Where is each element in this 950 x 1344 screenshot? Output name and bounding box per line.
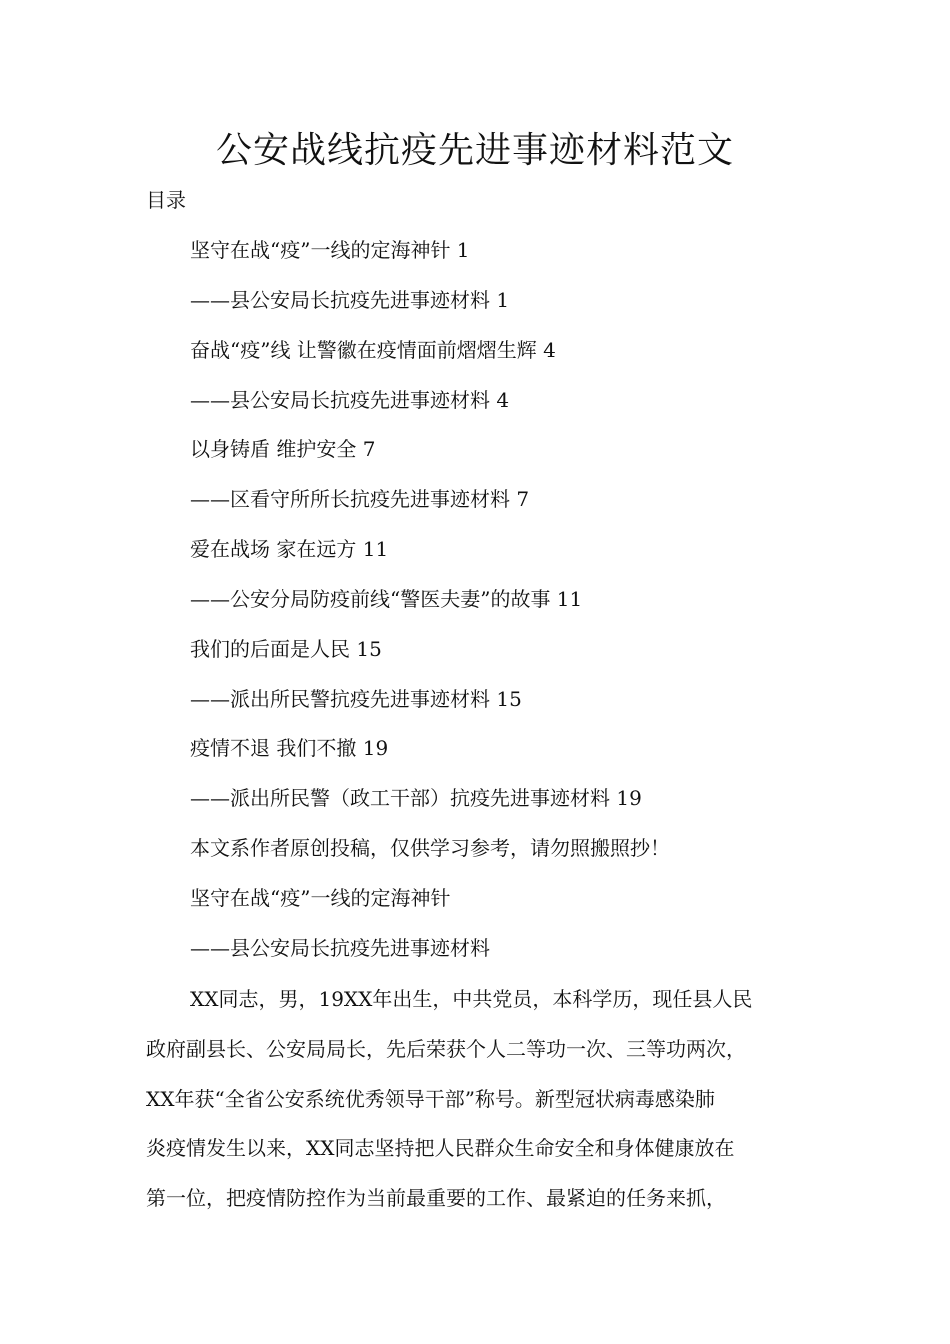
toc-item: 我们的后面是人民 15 bbox=[190, 637, 382, 661]
body-paragraph-line: 炎疫情发生以来，XX同志坚持把人民群众生命安全和身体健康放在 bbox=[146, 1136, 735, 1160]
toc-item: ——县公安局长抗疫先进事迹材料 1 bbox=[190, 288, 510, 312]
body-paragraph-line: 第一位，把疫情防控作为当前最重要的工作、最紧迫的任务来抓， bbox=[146, 1186, 726, 1210]
body-paragraph-line: XX年获“全省公安系统优秀领导干部”称号。新型冠状病毒感染肺 bbox=[146, 1087, 715, 1111]
copyright-note: 本文系作者原创投稿，仅供学习参考，请勿照搬照抄！ bbox=[190, 836, 670, 860]
document-title: 公安战线抗疫先进事迹材料范文 bbox=[215, 130, 734, 171]
toc-label: 目录 bbox=[146, 188, 186, 212]
section-subtitle: ——县公安局长抗疫先进事迹材料 bbox=[190, 936, 490, 960]
toc-item: ——公安分局防疫前线“警医夫妻”的故事 11 bbox=[190, 587, 583, 611]
toc-item: ——县公安局长抗疫先进事迹材料 4 bbox=[190, 388, 510, 412]
toc-item: ——区看守所所长抗疫先进事迹材料 7 bbox=[190, 487, 530, 511]
section-title: 坚守在战“疫”一线的定海神针 bbox=[190, 886, 451, 910]
body-paragraph-line: 政府副县长、公安局局长，先后荣获个人二等功一次、三等功两次， bbox=[146, 1037, 746, 1061]
toc-item: ——派出所民警（政工干部）抗疫先进事迹材料 19 bbox=[190, 786, 642, 810]
toc-item: ——派出所民警抗疫先进事迹材料 15 bbox=[190, 687, 522, 711]
body-paragraph-line: XX同志，男，19XX年出生，中共党员，本科学历，现任县人民 bbox=[190, 987, 753, 1011]
toc-item: 爱在战场 家在远方 11 bbox=[190, 537, 389, 561]
toc-item: 坚守在战“疫”一线的定海神针 1 bbox=[190, 238, 470, 262]
toc-item: 奋战“疫”线 让警徽在疫情面前熠熠生辉 4 bbox=[190, 338, 556, 362]
toc-item: 以身铸盾 维护安全 7 bbox=[190, 437, 376, 461]
toc-item: 疫情不退 我们不撤 19 bbox=[190, 736, 389, 760]
